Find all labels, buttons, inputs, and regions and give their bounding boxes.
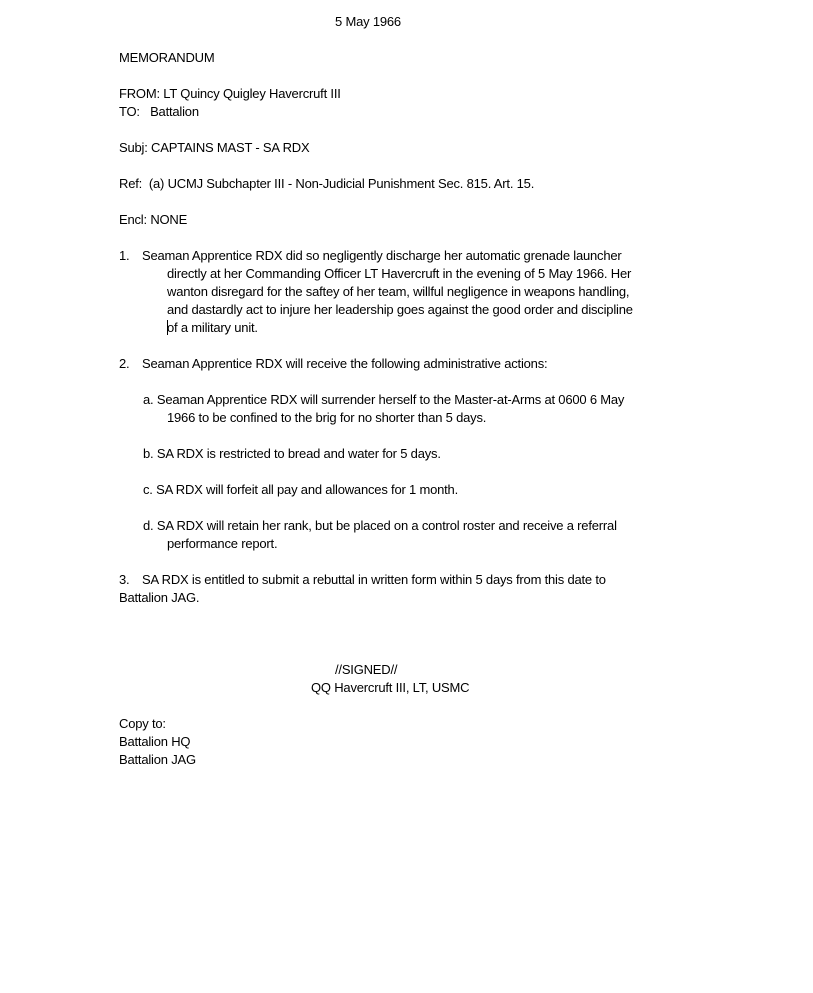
subitem-c-line: c. SA RDX will forfeit all pay and allowances for 1 month.	[143, 482, 458, 497]
paragraph-3-line: SA RDX is entitled to submit a rebuttal in written form within 5 days from this date to	[142, 572, 606, 587]
subitem-b-line: b. SA RDX is restricted to bread and water for 5 days.	[143, 446, 441, 461]
paragraph-1-line: of a military unit.	[167, 320, 258, 335]
paragraph-1-line: and dastardly act to injure her leadership goes against the good order and discipline	[167, 302, 633, 317]
copy-to-recipient: Battalion JAG	[119, 752, 196, 767]
copy-to-label: Copy to:	[119, 716, 166, 731]
subitem-a-line: 1966 to be confined to the brig for no shorter than 5 days.	[167, 410, 487, 425]
paragraph-1-line: directly at her Commanding Officer LT Havercruft in the evening of 5 May 1966. Her	[167, 266, 632, 281]
paragraph-1-line: Seaman Apprentice RDX did so negligently discharge her automatic grenade launcher	[142, 248, 622, 263]
memo-date: 5 May 1966	[335, 14, 401, 29]
paragraph-3-number: 3.	[119, 572, 130, 587]
subitem-a-line: a. Seaman Apprentice RDX will surrender herself to the Master-at-Arms at 0600 6 May	[143, 392, 625, 407]
copy-to-recipient: Battalion HQ	[119, 734, 191, 749]
to-line: TO: Battalion	[119, 104, 199, 119]
paragraph-1-last-line	[167, 319, 258, 337]
enclosure-line: Encl: NONE	[119, 212, 188, 227]
subitem-d-line: performance report.	[167, 536, 278, 551]
paragraph-3-line: Battalion JAG.	[119, 590, 200, 605]
paragraph-1-line: wanton disregard for the saftey of her team, willful negligence in weapons handling,	[167, 284, 630, 299]
reference-line: Ref: (a) UCMJ Subchapter III - Non-Judicial Punishment Sec. 815. Art. 15.	[119, 176, 535, 191]
from-line: FROM: LT Quincy Quigley Havercruft III	[119, 86, 341, 101]
subject-line: Subj: CAPTAINS MAST - SA RDX	[119, 140, 310, 155]
paragraph-2-text: Seaman Apprentice RDX will receive the following administrative actions:	[142, 356, 548, 371]
memo-title: MEMORANDUM	[119, 50, 215, 65]
signature-name: QQ Havercruft III, LT, USMC	[311, 680, 470, 695]
signed-marker: //SIGNED//	[335, 662, 398, 677]
paragraph-1-number: 1.	[119, 248, 130, 263]
subitem-d-line: d. SA RDX will retain her rank, but be placed on a control roster and receive a referral	[143, 518, 617, 533]
paragraph-2-number: 2.	[119, 356, 130, 371]
